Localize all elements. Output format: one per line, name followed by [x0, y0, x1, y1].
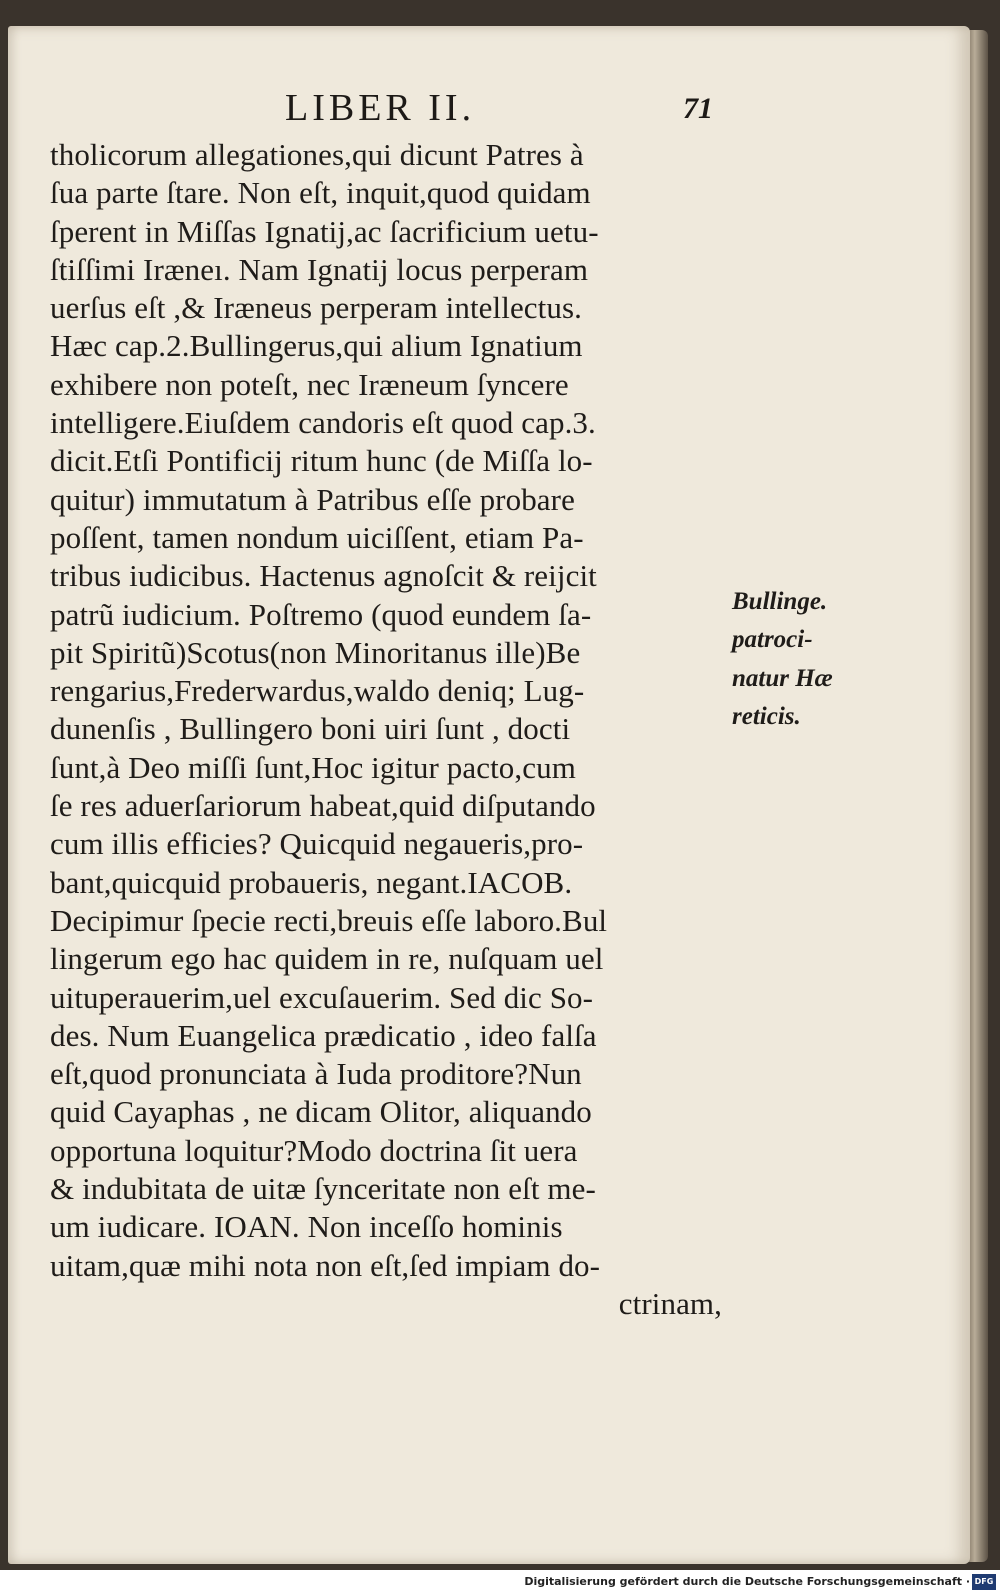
text-line: tholicorum allegationes,qui dicunt Patres à [50, 137, 584, 172]
footer-bar [0, 1570, 1000, 1596]
marginal-note [732, 583, 862, 736]
text-line: ſe res aduerſariorum habeat,quid diſputando [50, 788, 596, 824]
text-line: ſunt,à Deo miſſi ſunt,Hoc igitur pacto,cum [50, 749, 576, 785]
marginal-note-line: patroci- [732, 626, 813, 654]
text-line: patrũ iudicium. Poſtremo (quod eundem ſa- [50, 596, 592, 632]
text-line: opportuna loquitur?Modo doctrina ſit uera [50, 1132, 578, 1168]
page-header [0, 86, 1000, 136]
marginal-note-line: reticis. [732, 702, 801, 730]
text-line: pit Spiritũ)Scotus(non Minoritanus ille)Be [50, 634, 581, 670]
text-line: intelligere.Eiuſdem candoris eſt quod cap.3. [50, 405, 596, 441]
text-line: dicit.Etſi Pontificij ritum hunc (de Miſſa lo- [50, 443, 593, 479]
text-line: exhibere non poteſt, nec Iræneum ſyncere [50, 366, 569, 402]
main-text-block [50, 136, 730, 1323]
marginal-note-line: Bullinge. [732, 588, 828, 615]
text-line: eſt,quod pronunciata à Iuda proditore?Nun [50, 1056, 582, 1092]
dfg-logo: DFG [972, 1574, 996, 1590]
text-line: bant,quicquid probaueris, negant.IACOB. [50, 864, 573, 900]
text-line: rengarius,Frederwardus,waldo deniq; Lug- [50, 673, 585, 709]
text-line: & indubitata de uitæ ſynceritate non eſt me- [50, 1171, 596, 1207]
text-line: poſſent, tamen nondum uiciſſent, etiam Pa- [50, 519, 584, 555]
marginal-note-line: natur Hæ [732, 664, 833, 692]
text-line: tribus iudicibus. Hactenus agnoſcit & reijcit [50, 558, 597, 594]
text-line: dunenſis , Bullingero boni uiri ſunt , docti [50, 711, 571, 747]
text-line: uerſus eſt ,& Iræneus perperam intellectus. [50, 290, 582, 326]
catchword: ctrinam, [618, 1285, 722, 1321]
funding-credit: Digitalisierung gefördert durch die Deutsche Forschungsgemeinschaft · [524, 1575, 970, 1588]
text-line: quitur) immutatum à Patribus eſſe probare [50, 481, 575, 517]
text-line: Decipimur ſpecie recti,breuis eſſe laboro.Bul [50, 902, 608, 938]
text-line: uitam,quæ mihi nota non eſt,ſed impiam do- [50, 1247, 601, 1283]
text-line: cum illis efficies? Quicquid negaueris,pro- [50, 826, 584, 862]
text-line: ſperent in Miſſas Ignatij,ac ſacrificium uetu- [50, 213, 599, 249]
text-line: quid Cayaphas , ne dicam Olitor, aliquando [50, 1094, 592, 1130]
text-line: lingerum ego hac quidem in re, nuſquam uel [50, 941, 604, 977]
text-line: des. Num Euangelica prædicatio , ideo falſa [50, 1017, 597, 1053]
text-line: uituperauerim,uel excuſauerim. Sed dic So- [50, 979, 594, 1015]
text-line: ſtiſſimi Iræneı. Nam Ignatij locus perperam [50, 251, 589, 287]
text-line: ſua parte ſtare. Non eſt, inquit,quod quidam [50, 175, 591, 211]
running-head: LIBER II. [285, 87, 476, 129]
folio-number: 71 [683, 92, 713, 125]
text-line: um iudicare. IOAN. Non inceſſo hominis [50, 1209, 563, 1245]
text-line: Hæc cap.2.Bullingerus,qui alium Ignatium [50, 328, 583, 364]
